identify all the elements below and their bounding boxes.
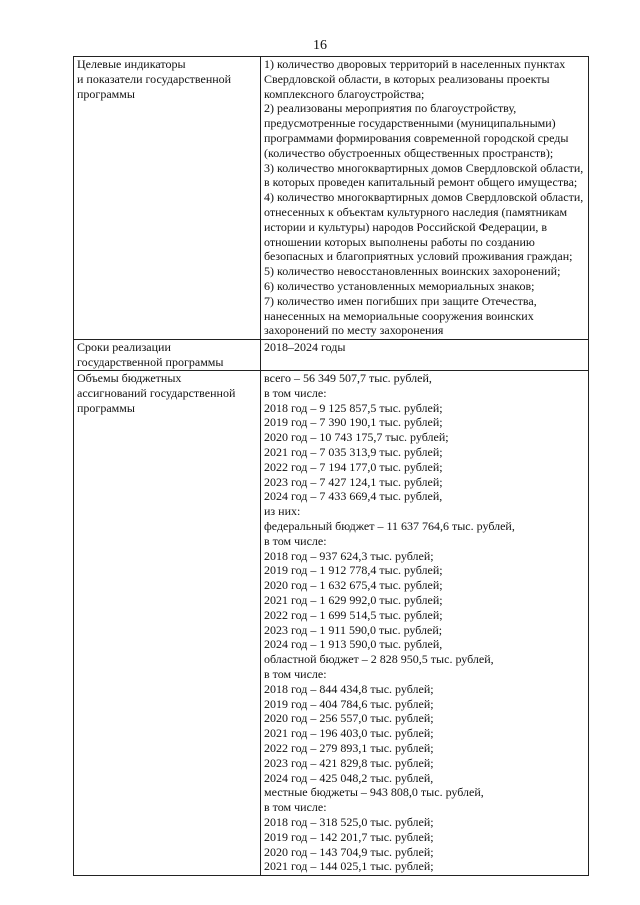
value-line: 2019 год – 404 784,6 тыс. рублей;	[264, 696, 434, 711]
value-line: программами формирования современной городской среды	[264, 130, 569, 145]
label-line: программы	[77, 86, 135, 101]
label-line: государственной программы	[77, 354, 224, 369]
value-line: отношении которых выполнены работы по созданию	[264, 234, 535, 249]
value-line: 2023 год – 421 829,8 тыс. рублей;	[264, 755, 434, 770]
value-line: 2019 год – 7 390 190,1 тыс. рублей;	[264, 415, 443, 430]
value-line: 2022 год – 279 893,1 тыс. рублей;	[264, 740, 434, 755]
page-number: 16	[313, 38, 327, 53]
value-line: всего – 56 349 507,7 тыс. рублей,	[264, 371, 432, 385]
value-line: 5) количество невосстановленных воинских захоронений;	[264, 264, 561, 279]
value-line: местные бюджеты – 943 808,0 тыс. рублей,	[264, 785, 484, 800]
value-line: 6) количество установленных мемориальных знаков;	[264, 278, 535, 293]
value-line: 2020 год – 143 704,9 тыс. рублей;	[264, 844, 434, 859]
row-value-cell	[261, 371, 589, 876]
value-line: 3) количество многоквартирных домов Свердловской области,	[264, 160, 584, 175]
value-line: безопасных и благоприятных условий проживания граждан;	[264, 249, 573, 264]
value-line: 2019 год – 142 201,7 тыс. рублей;	[264, 829, 434, 844]
value-line: 2019 год – 1 912 778,4 тыс. рублей;	[264, 563, 443, 578]
row-value-cell	[261, 340, 589, 371]
table-row-target-indicators	[74, 57, 589, 340]
value-line: комплексного благоустройства;	[264, 86, 425, 101]
value-line: отнесенных к объектам культурного наследия (памятникам	[264, 204, 568, 219]
value-line: в том числе:	[264, 533, 327, 548]
label-line: Объемы бюджетных	[77, 371, 182, 385]
label-line: и показатели государственной	[77, 71, 232, 86]
program-passport-table	[73, 56, 589, 876]
value-line: нанесенных на мемориальные сооружения воинских	[264, 308, 534, 323]
value-line: 2018 год – 9 125 857,5 тыс. рублей;	[264, 400, 443, 415]
value-line: 7) количество имен погибших при защите Отечества,	[264, 293, 537, 308]
value-line: 2024 год – 7 433 669,4 тыс. рублей,	[264, 489, 443, 504]
value-line: в том числе:	[264, 666, 327, 681]
value-line: в том числе:	[264, 800, 327, 815]
value-line: 2022 год – 1 699 514,5 тыс. рублей;	[264, 607, 443, 622]
value-line: в том числе:	[264, 385, 327, 400]
value-line: предусмотренные государственными (муниципальными)	[264, 116, 556, 131]
value-line: 2021 год – 144 025,1 тыс. рублей;	[264, 859, 434, 874]
value-line: из них:	[264, 504, 301, 519]
value-line: федеральный бюджет – 11 637 764,6 тыс. рублей,	[264, 518, 515, 533]
value-line: 2023 год – 1 911 590,0 тыс. рублей;	[264, 622, 443, 637]
value-line: 2018 год – 318 525,0 тыс. рублей;	[264, 814, 434, 829]
table-row-budget-allocations	[74, 371, 589, 876]
row-label-cell	[74, 57, 261, 340]
table-row-implementation-period	[74, 340, 589, 371]
value-line: 2024 год – 1 913 590,0 тыс. рублей,	[264, 637, 443, 652]
value-line: 2020 год – 10 743 175,7 тыс. рублей;	[264, 430, 449, 445]
value-line: 2020 год – 256 557,0 тыс. рублей;	[264, 711, 434, 726]
row-value-cell	[261, 57, 589, 340]
value-line: 2021 год – 196 403,0 тыс. рублей;	[264, 726, 434, 741]
value-line: 2023 год – 7 427 124,1 тыс. рублей;	[264, 474, 443, 489]
value-line: 2022 год – 7 194 177,0 тыс. рублей;	[264, 459, 443, 474]
row-label-cell	[74, 340, 261, 371]
value-line: (количество обустроенных общественных пространств);	[264, 145, 554, 160]
value-line: 1) количество дворовых территорий в населенных пунктах	[264, 57, 566, 71]
label-line: Сроки реализации	[77, 340, 171, 354]
row-label-cell	[74, 371, 261, 876]
label-line: Целевые индикаторы	[77, 57, 186, 71]
value-line: захоронений по месту захоронения	[264, 323, 444, 338]
value-line: 4) количество многоквартирных домов Свердловской области,	[264, 190, 584, 205]
value-line: в которых проведен капитальный ремонт общего имущества;	[264, 175, 578, 190]
value-line: 2021 год – 7 035 313,9 тыс. рублей;	[264, 444, 443, 459]
value-line: 2021 год – 1 629 992,0 тыс. рублей;	[264, 592, 443, 607]
value-line: 2) реализованы мероприятия по благоустройству,	[264, 101, 517, 116]
value-line: истории и культуры) народов Российской Федерации, в	[264, 219, 548, 234]
value-line: 2024 год – 425 048,2 тыс. рублей,	[264, 770, 434, 785]
value-line: Свердловской области, в которых реализованы проекты	[264, 71, 550, 86]
value-line: 2020 год – 1 632 675,4 тыс. рублей;	[264, 578, 443, 593]
label-line: программы	[77, 400, 135, 415]
value-line: 2018 год – 844 434,8 тыс. рублей;	[264, 681, 434, 696]
value-line: 2018–2024 годы	[264, 340, 346, 354]
value-line: 2018 год – 937 624,3 тыс. рублей;	[264, 548, 434, 563]
value-line: областной бюджет – 2 828 950,5 тыс. рублей,	[264, 652, 494, 667]
label-line: ассигнований государственной	[77, 385, 236, 400]
